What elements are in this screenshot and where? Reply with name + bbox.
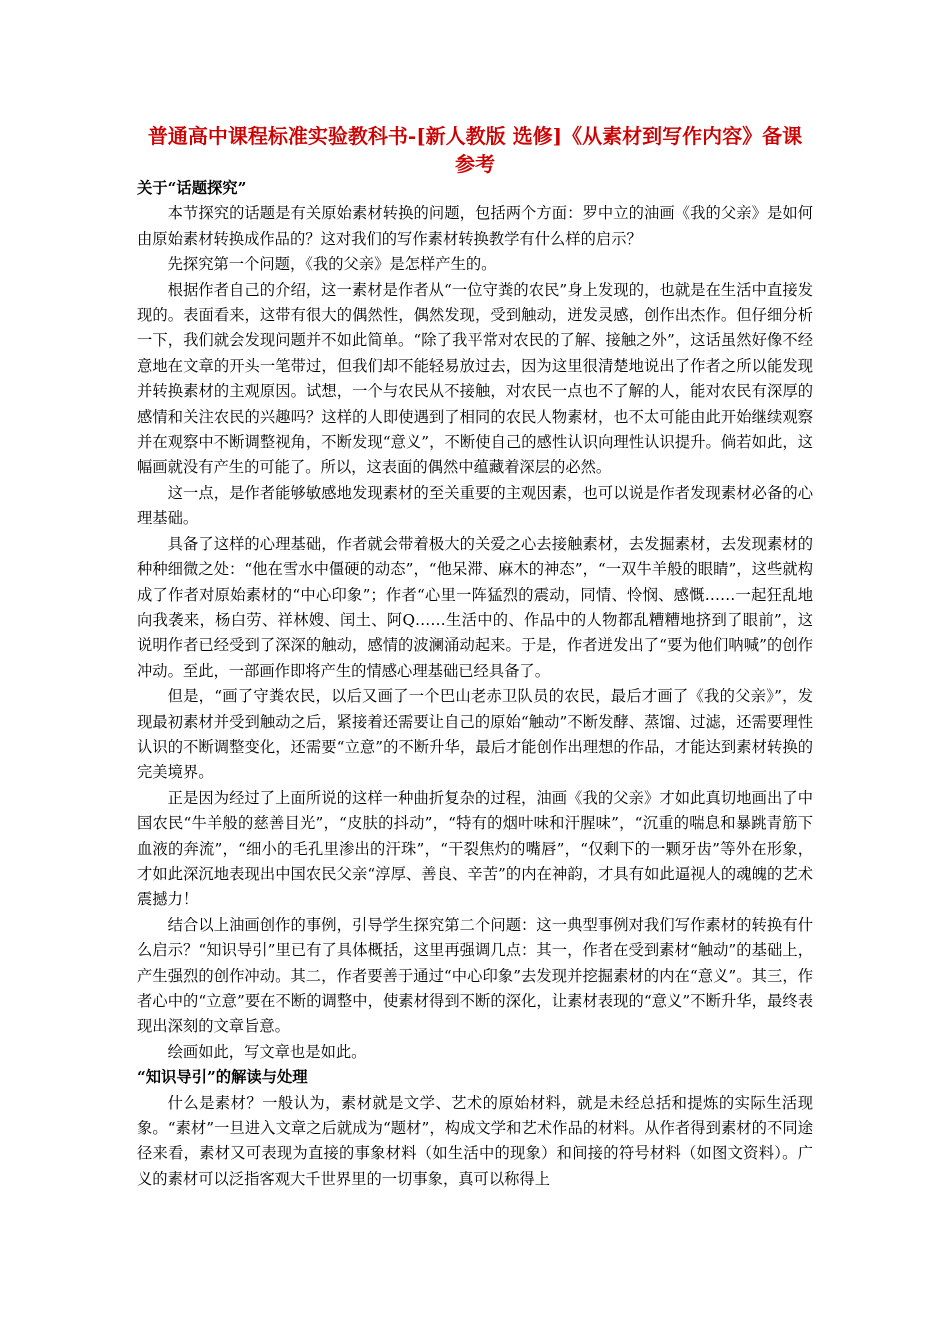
paragraph: 但是，“画了守粪农民，以后又画了一个巴山老赤卫队员的农民，最后才画了《我的父亲》”，发现最初素材并受到触动之后，紧接着还需要让自己的原始“触动”不断发酵、蒸馏、过滤，还需要理性认识的不断调整变化，还需要“立意”的不断升华，最后才能创作出理想的作品，才能达到素材转换的完美境界。 <box>137 687 813 782</box>
paragraph: 结合以上油画创作的事例，引导学生探究第二个问题：这一典型事例对我们写作素材的转换有什么启示？“知识导引”里已有了具体概括，这里再强调几点：其一，作者在受到素材“触动”的基础上，产生强烈的创作冲动。其二，作者要善于通过“中心印象”去发现并挖掘素材的内在“意义”。其三，作者心中的“立意”要在不断的调整中，使素材得到不断的深化，让素材表现的“意义”不断升华，最终表现出深刻的文章旨意。 <box>137 915 813 1036</box>
section-heading: “知识导引”的解读与处理 <box>137 1068 308 1087</box>
paragraph: 什么是素材？一般认为，素材就是文学、艺术的原始材料，就是未经总括和提炼的实际生活现象。“素材”一旦进入文章之后就成为“题材”，构成文学和艺术作品的材料。从作者得到素材的不同途径来看，素材又可表现为直接的事象材料（如生活中的现象）和间接的符号材料（如图文资料）。广义的素材可以泛指客观大千世界里的一切事象，真可以称得上 <box>137 1093 813 1188</box>
paragraph: 本节探究的话题是有关原始素材转换的问题，包括两个方面：罗中立的油画《我的父亲》是如何由原始素材转换成作品的？这对我们的写作素材转换教学有什么样的启示？ <box>137 204 813 248</box>
paragraph: 具备了这样的心理基础，作者就会带着极大的关爱之心去接触素材，去发掘素材，去发现素材的种种细微之处：“他在雪水中僵硬的动态”，“他呆滞、麻木的神态”，“一双牛羊般的眼睛”，这些就构成了作者对原始素材的“中心印象”；作者“心里一阵猛烈的震动，同情、怜悯、感慨……一起狂乱地向我袭来，杨白劳、祥林嫂、闰土、阿Q……生活中的、作品中的人物都乱糟糟地挤到了眼前”，这说明作者已经受到了深深的触动，感情的波澜涌动起来。于是，作者迸发出了“要为他们呐喊”的创作冲动。至此，一部画作即将产生的情感心理基础已经具备了。 <box>137 534 813 680</box>
paragraph: 先探究第一个问题，《我的父亲》是怎样产生的。 <box>167 255 497 274</box>
paragraph: 正是因为经过了上面所说的这样一种曲折复杂的过程，油画《我的父亲》才如此真切地画出了中国农民“牛羊般的慈善目光”，“皮肤的抖动”，“特有的烟叶味和汗腥味”，“沉重的喘息和暴跳青筋下血液的奔流”，“细小的毛孔里渗出的汗珠”，“干裂焦灼的嘴唇”，“仅剩下的一颗牙齿”等外在形象，才如此深沉地表现出中国农民父亲“淳厚、善良、辛苦”的内在神韵，才具有如此逼视人的魂魄的艺术震撼力！ <box>137 788 813 909</box>
paragraph: 这一点，是作者能够敏感地发现素材的至关重要的主观因素，也可以说是作者发现素材必备的心理基础。 <box>137 483 813 528</box>
document-title: 普通高中课程标准实验教科书-[新人教版 选修]《从素材到写作内容》备课参考 <box>147 124 803 176</box>
paragraph: 绘画如此，写文章也是如此。 <box>167 1042 367 1061</box>
paragraph: 根据作者自己的介绍，这一素材是作者从“一位守粪的农民”身上发现的，也就是在生活中直接发现的。表面看来，这带有很大的偶然性，偶然发现，受到触动，迸发灵感，创作出杰作。但仔细分析一下，我们就会发现问题并不如此简单。“除了我平常对农民的了解、接触之外”，这话虽然好像不经意地在文章的开头一笔带过，但我们却不能轻易放过去，因为这里很清楚地说出了作者之所以能发现并转换素材的主观原因。试想，一个与农民从不接触，对农民一点也不了解的人，能对农民有深厚的感情和关注农民的兴趣吗？这样的人即使遇到了相同的农民人物素材，也不太可能由此开始继续观察并在观察中不断调整视角，不断发现“意义”，不断使自己的感性认识向理性认识提升。倘若如此，这幅画就没有产生的可能了。所以，这表面的偶然中蕴藏着深层的必然。 <box>137 280 813 477</box>
section-heading: 关于“话题探究” <box>137 179 247 197</box>
document-body <box>137 176 813 1192</box>
